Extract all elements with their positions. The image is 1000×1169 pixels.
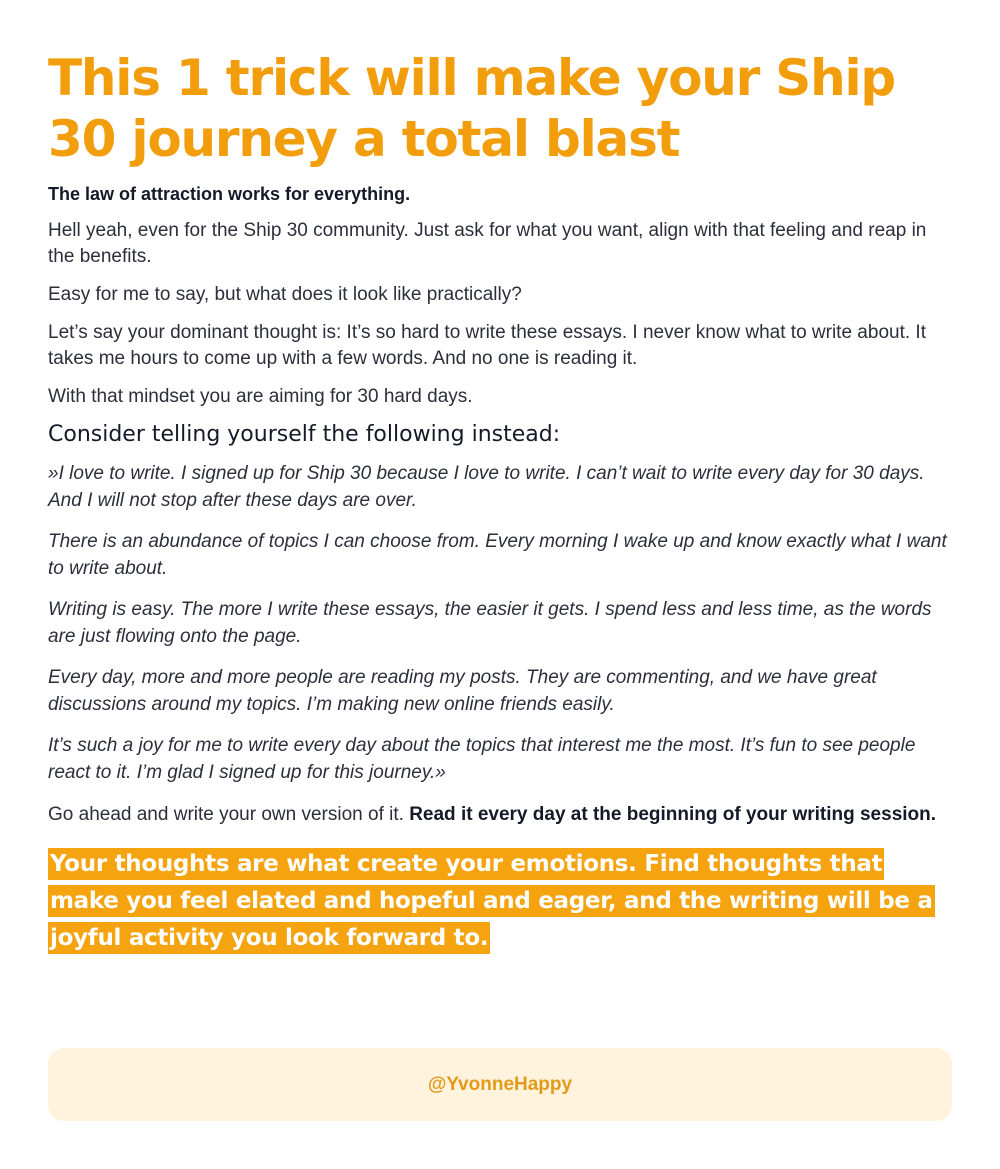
highlighted-callout bbox=[48, 846, 952, 957]
author-handle: @YvonneHappy bbox=[427, 1073, 573, 1095]
affirmation-paragraph: »I love to write. I signed up for Ship 30 because I love to write. I can’t wait to write every day for 30 days. And I will not stop after these days are over. bbox=[48, 463, 925, 511]
closing-bold-text: Read it every day at the beginning of your writing session. bbox=[409, 804, 937, 825]
intro-paragraph: Easy for me to say, but what does it look like practically? bbox=[48, 284, 522, 305]
intro-paragraph: Hell yeah, even for the Ship 30 community. Just ask for what you want, align with that feeling and reap in the benefits. bbox=[48, 220, 927, 267]
intro-paragraph: With that mindset you are aiming for 30 hard days. bbox=[48, 386, 473, 407]
intro-paragraph: Let’s say your dominant thought is: It’s so hard to write these essays. I never know what to write about. It takes me hours to come up with a few words. And no one is reading it. bbox=[48, 322, 926, 369]
article-title: This 1 trick will make your Ship 30 journey a total blast bbox=[48, 49, 896, 168]
lead-sentence: The law of attraction works for everything. bbox=[48, 184, 411, 204]
affirmation-paragraph: It’s such a joy for me to write every day about the topics that interest me the most. It’s fun to see people react to it. I’m glad I signed up for this journey.» bbox=[48, 735, 916, 783]
section-subheading: Consider telling yourself the following instead: bbox=[48, 422, 561, 447]
affirmation-paragraph: Writing is easy. The more I write these essays, the easier it gets. I spend less and less time, as the words are just flowing onto the page. bbox=[48, 599, 932, 647]
affirmation-paragraph: Every day, more and more people are reading my posts. They are commenting, and we have great discussions around my topics. I’m making new online friends easily. bbox=[48, 667, 877, 715]
article bbox=[48, 48, 952, 957]
closing-text: Go ahead and write your own version of it. bbox=[48, 804, 410, 825]
closing-paragraph bbox=[48, 802, 952, 828]
author-footer bbox=[48, 1048, 952, 1121]
affirmation-paragraph: There is an abundance of topics I can choose from. Every morning I wake up and know exactly what I want to write about. bbox=[48, 531, 947, 579]
highlighted-callout-text: Your thoughts are what create your emotions. Find thoughts that make you feel elated and hopeful and eager, and the writing will be a joyful activity you look forward to. bbox=[48, 848, 935, 954]
